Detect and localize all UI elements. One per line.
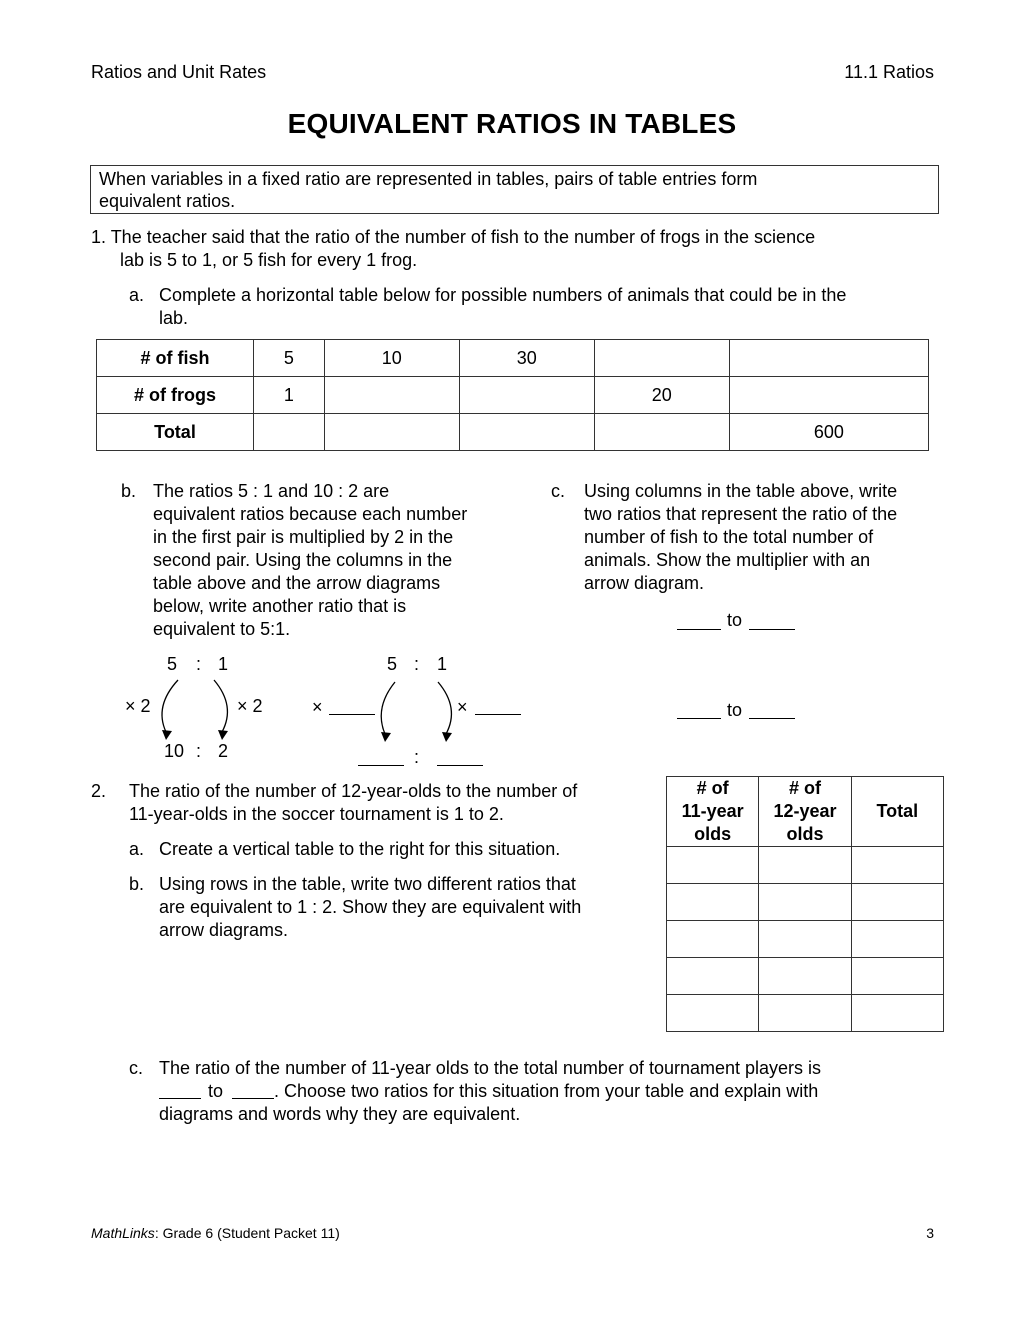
q1c-line: number of fish to the total number of [584, 527, 874, 547]
row-header-total: Total [97, 414, 254, 451]
table-cell[interactable] [851, 995, 943, 1032]
q2b-line: Using rows in the table, write two different ratios that [159, 874, 576, 894]
right-arrow [214, 680, 227, 732]
q1b-line: in the first pair is multiplied by 2 in the [153, 527, 454, 547]
table-row [667, 921, 944, 958]
q1b-label: b. [121, 481, 137, 501]
row-header-frogs: # of frogs [97, 377, 254, 414]
table-row [667, 847, 944, 884]
table-row [667, 995, 944, 1032]
table-cell[interactable] [759, 884, 851, 921]
header-line: 11-year [681, 801, 744, 821]
q1c-line: two ratios that represent the ratio of the [584, 504, 898, 524]
answer-blank[interactable] [232, 1098, 274, 1099]
q1b-line: The ratios 5 : 1 and 10 : 2 are [153, 481, 390, 501]
left-arrow [381, 682, 395, 734]
table-cell[interactable] [667, 995, 759, 1032]
diagram2-times-left: × [312, 697, 323, 717]
q2b-label: b. [129, 874, 145, 894]
q1b-line: second pair. Using the columns in the [153, 550, 453, 570]
answer-blank[interactable] [159, 1098, 201, 1099]
diagram1-bottom-left: 10 [164, 741, 185, 761]
table-cell[interactable] [594, 340, 729, 377]
table-cell[interactable] [851, 921, 943, 958]
table-cell[interactable]: 10 [324, 340, 459, 377]
page-number: 3 [926, 1225, 934, 1241]
left-arrowhead [162, 730, 172, 740]
table-cell[interactable]: 20 [594, 377, 729, 414]
table-cell[interactable]: 600 [729, 414, 928, 451]
q1-line: lab is 5 to 1, or 5 fish for every 1 frog. [120, 250, 418, 270]
table-cell[interactable]: 5 [254, 340, 325, 377]
answer-blank[interactable] [329, 714, 375, 715]
to-word: to [727, 700, 743, 720]
diagram2-top-left: 5 [387, 654, 398, 674]
footer-text [91, 1225, 340, 1241]
q2-line: The ratio of the number of 12-year-olds to the number of [129, 781, 578, 801]
q2c-label: c. [129, 1058, 144, 1078]
q2a-label: a. [129, 839, 145, 859]
table-cell[interactable] [667, 884, 759, 921]
age-table [666, 776, 944, 1032]
header-left: Ratios and Unit Rates [91, 62, 267, 82]
header-line: Total [876, 801, 919, 821]
q2-label: 2. [91, 781, 107, 801]
right-arrowhead [218, 730, 228, 740]
right-arrow [438, 682, 451, 734]
column-header-total [851, 777, 943, 847]
table-cell[interactable]: 30 [459, 340, 594, 377]
right-arrowhead [442, 732, 452, 742]
q2c-to: to [208, 1081, 224, 1101]
diagram1-top-left: 5 [167, 654, 178, 674]
diagram2-top-right: 1 [437, 654, 448, 674]
q1b-line: equivalent to 5:1. [153, 619, 291, 639]
diagram1-top-right: 1 [218, 654, 229, 674]
table-header-row [667, 777, 944, 847]
diagram1-colon: : [196, 741, 202, 761]
table-cell[interactable] [759, 921, 851, 958]
table-cell[interactable] [254, 414, 325, 451]
diagram1-arrows [150, 676, 250, 744]
header-line: # of [788, 778, 821, 798]
column-header-12-year-olds [759, 777, 851, 847]
table-cell[interactable] [729, 377, 928, 414]
table-cell[interactable] [759, 995, 851, 1032]
fish-frog-table [96, 339, 929, 451]
q2c-line: diagrams and words why they are equivalent. [159, 1104, 521, 1124]
footer-packet: : Grade 6 (Student Packet 11) [154, 1225, 340, 1241]
left-arrowhead [381, 732, 391, 742]
diagram1-bottom-right: 2 [218, 741, 229, 761]
table-cell[interactable] [759, 958, 851, 995]
table-cell[interactable]: 1 [254, 377, 325, 414]
answer-blank[interactable] [358, 765, 404, 766]
answer-blank[interactable] [749, 718, 795, 719]
q2-line: 11-year-olds in the soccer tournament is 1 to 2. [129, 804, 504, 824]
header-line: olds [786, 824, 824, 844]
q1b-line: equivalent ratios because each number [153, 504, 468, 524]
diagram2-colon: : [414, 747, 420, 767]
table-cell[interactable] [667, 921, 759, 958]
table-cell[interactable] [851, 847, 943, 884]
table-cell[interactable] [667, 847, 759, 884]
header-line: 12-year [773, 801, 837, 821]
table-cell[interactable] [729, 340, 928, 377]
q1c-line: animals. Show the multiplier with an [584, 550, 871, 570]
header-line: olds [694, 824, 732, 844]
table-cell[interactable] [594, 414, 729, 451]
row-header-fish: # of fish [97, 340, 254, 377]
table-cell[interactable] [851, 958, 943, 995]
diagram1-colon: : [196, 654, 202, 674]
left-arrow [162, 680, 178, 732]
answer-blank[interactable] [437, 765, 483, 766]
table-cell[interactable] [851, 884, 943, 921]
answer-blank[interactable] [677, 629, 721, 630]
q1b-line: table above and the arrow diagrams [153, 573, 441, 593]
footer-brand: MathLinks [91, 1225, 155, 1241]
q1a-label: a. [129, 285, 145, 305]
table-cell[interactable] [459, 377, 594, 414]
header-right: 11.1 Ratios [844, 62, 934, 82]
table-cell[interactable] [667, 958, 759, 995]
table-row [97, 340, 929, 377]
q1a-line: Complete a horizontal table below for possible numbers of animals that could be in the [159, 285, 847, 305]
definition-box [90, 165, 939, 214]
answer-blank[interactable] [749, 629, 795, 630]
table-row [97, 414, 929, 451]
table-cell[interactable] [759, 847, 851, 884]
table-cell[interactable] [459, 414, 594, 451]
q2b-line: arrow diagrams. [159, 920, 289, 940]
q1c-label: c. [551, 481, 566, 501]
q1-line: 1. The teacher said that the ratio of the number of fish to the number of frogs in the science [91, 227, 816, 247]
table-cell[interactable] [324, 377, 459, 414]
q1c-line: arrow diagram. [584, 573, 705, 593]
diagram2-colon: : [414, 654, 420, 674]
table-cell[interactable] [324, 414, 459, 451]
definition-line: equivalent ratios. [99, 191, 236, 211]
table-row [667, 958, 944, 995]
diagram2-arrows [370, 678, 470, 746]
page-title: EQUIVALENT RATIOS IN TABLES [287, 108, 737, 139]
table-row [667, 884, 944, 921]
q1a-line: lab. [159, 308, 189, 328]
header-line: # of [696, 778, 729, 798]
column-header-11-year-olds [667, 777, 759, 847]
q2c-line: . Choose two ratios for this situation from your table and explain with [274, 1081, 819, 1101]
q1c-line: Using columns in the table above, write [584, 481, 898, 501]
q2b-line: are equivalent to 1 : 2. Show they are equivalent with [159, 897, 582, 917]
q1b-line: below, write another ratio that is [153, 596, 407, 616]
definition-line: When variables in a fixed ratio are represented in tables, pairs of table entries form [99, 169, 758, 189]
q2c-line: The ratio of the number of 11-year olds to the total number of tournament players is [159, 1058, 822, 1078]
answer-blank[interactable] [475, 714, 521, 715]
answer-blank[interactable] [677, 718, 721, 719]
q2a-text: Create a vertical table to the right for this situation. [159, 839, 561, 859]
diagram1-mult-right: × 2 [237, 696, 263, 716]
table-row [97, 377, 929, 414]
diagram1-mult-left: × 2 [125, 696, 151, 716]
to-word: to [727, 610, 743, 630]
diagram2-times-right: × [457, 697, 468, 717]
